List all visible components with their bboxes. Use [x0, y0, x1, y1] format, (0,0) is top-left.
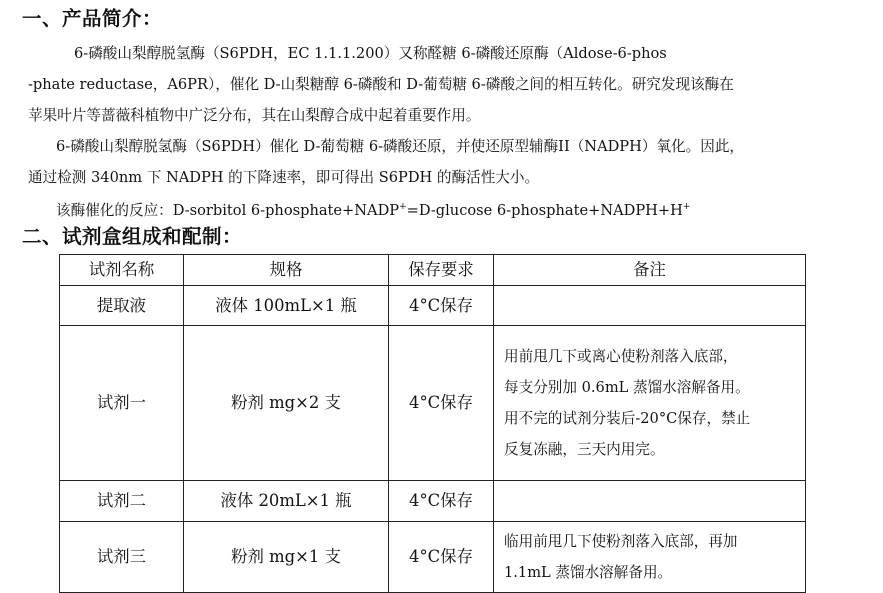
intro-line-2: -phate reductase，A6PR），催化 D-山梨糖醇 6-磷酸和 D-葡萄糖 6-磷酸之间的相互转化。研究发现该酶在 [28, 76, 734, 93]
note-line: 每支分别加 0.6mL 蒸馏水溶解备用。 [504, 379, 750, 396]
header-spec: 规格 [184, 255, 389, 286]
table-row [60, 522, 806, 593]
header-storage: 保存要求 [389, 255, 494, 286]
table-header-row [60, 255, 806, 286]
note-line: 反复冻融，三天内用完。 [504, 441, 665, 458]
reaction-superscript-2: + [682, 202, 691, 212]
reaction-middle: =D-glucose 6-phosphate+NADPH+H [406, 202, 683, 219]
note-line: 1.1mL 蒸馏水溶解备用。 [504, 564, 673, 581]
table-row [60, 481, 806, 522]
note-line: 用前甩几下或离心使粉剂落入底部， [504, 348, 738, 365]
note-line: 用不完的试剂分装后-20°C保存，禁止 [504, 410, 751, 427]
header-reagent-name: 试剂名称 [60, 255, 184, 286]
section-heading-product-intro: 一、产品简介： [22, 7, 163, 30]
table-row [60, 286, 806, 326]
reagent-name-cell: 试剂三 [60, 522, 184, 593]
principle-line-2: 通过检测 340nm 下 NADPH 的下降速率，即可得出 S6PDH 的酶活性大小。 [28, 169, 540, 186]
intro-paragraph [28, 38, 868, 131]
section-heading-kit-composition: 二、试剂盒组成和配制： [22, 225, 243, 248]
reaction-superscript-1: + [399, 202, 407, 212]
reagent-name-cell: 试剂一 [60, 326, 184, 481]
reagent-spec-cell: 粉剂 mg×2 支 [184, 326, 389, 481]
reagent-name-cell: 试剂二 [60, 481, 184, 522]
reagent-storage-cell: 4°C保存 [389, 522, 494, 593]
reagent-notes-cell [494, 481, 806, 522]
reagent-name-cell: 提取液 [60, 286, 184, 326]
reaction-equation [56, 195, 690, 226]
principle-line-1: 6-磷酸山梨醇脱氢酶（S6PDH）催化 D-葡萄糖 6-磷酸还原，并使还原型辅酶II（NADPH）氧化。因此， [56, 138, 745, 155]
reagent-storage-cell: 4°C保存 [389, 481, 494, 522]
principle-paragraph [28, 131, 868, 193]
table-row [60, 326, 806, 481]
reagent-notes-cell [494, 326, 806, 481]
reagent-table [59, 254, 806, 593]
reaction-prefix: 该酶催化的反应：D-sorbitol 6-phosphate+NADP [56, 202, 400, 219]
header-notes: 备注 [494, 255, 806, 286]
reagent-spec-cell: 液体 20mL×1 瓶 [184, 481, 389, 522]
reagent-spec-cell: 粉剂 mg×1 支 [184, 522, 389, 593]
intro-line-3: 苹果叶片等蔷薇科植物中广泛分布，其在山梨醇合成中起着重要作用。 [28, 107, 481, 124]
reagent-spec-cell: 液体 100mL×1 瓶 [184, 286, 389, 326]
reagent-notes-cell [494, 286, 806, 326]
note-line: 临用前甩几下使粉剂落入底部，再加 [504, 533, 738, 550]
reagent-notes-cell [494, 522, 806, 593]
intro-line-1: 6-磷酸山梨醇脱氢酶（S6PDH，EC 1.1.1.200）又称醛糖 6-磷酸还原酶（Aldose-6-phos [74, 45, 667, 62]
reagent-storage-cell: 4°C保存 [389, 286, 494, 326]
reagent-storage-cell: 4°C保存 [389, 326, 494, 481]
